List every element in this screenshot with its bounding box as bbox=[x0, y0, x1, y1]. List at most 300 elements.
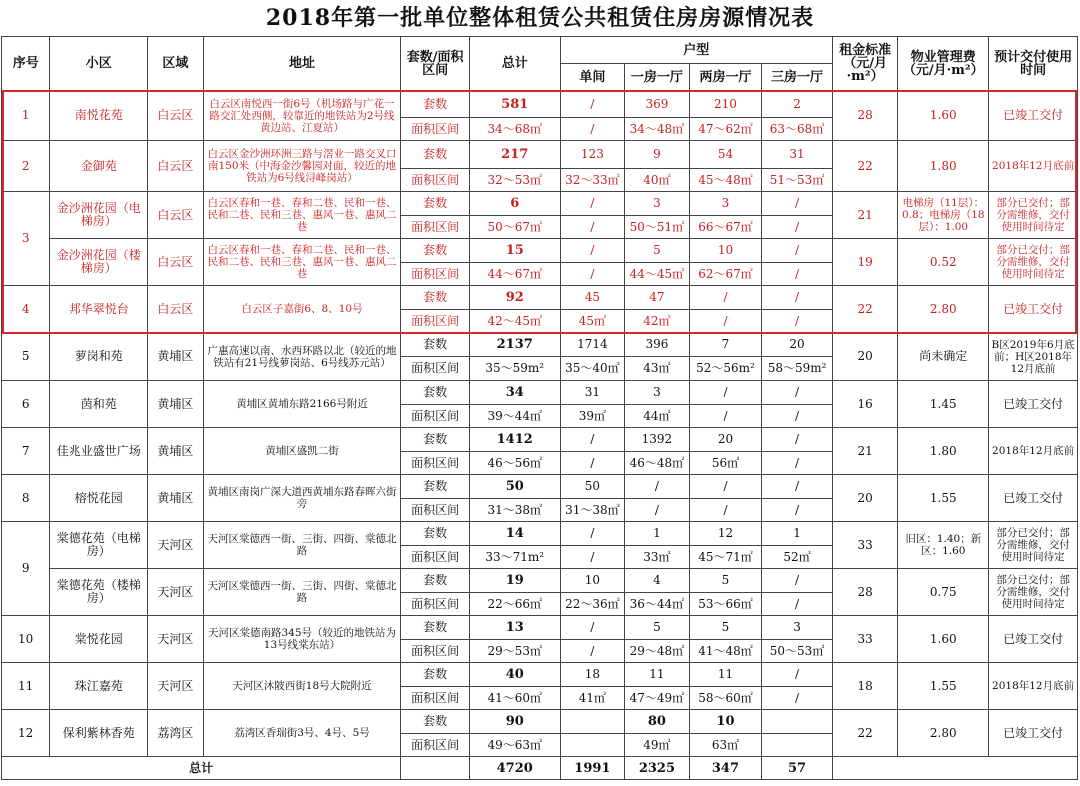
delivery-value: 部分已交付；部分需维修，交付使用时间待定 bbox=[989, 239, 1078, 286]
two-bed-value: 12 bbox=[689, 522, 762, 546]
header-seq: 序号 bbox=[2, 37, 50, 91]
single-value: / bbox=[560, 192, 625, 216]
total-value: 19 bbox=[469, 569, 560, 593]
unit-type-label: 套数 bbox=[401, 286, 470, 310]
three-bed-value: 52㎡ bbox=[762, 546, 833, 569]
total-value: 50～67㎡ bbox=[469, 216, 560, 239]
fee-value: 1.80 bbox=[898, 428, 989, 475]
one-bed-value: 44㎡ bbox=[625, 405, 690, 428]
header-total: 总计 bbox=[469, 37, 560, 91]
three-bed-value: 20 bbox=[762, 333, 833, 357]
table-row bbox=[2, 286, 1078, 310]
two-bed-value: 210 bbox=[689, 91, 762, 118]
three-bed-value: 3 bbox=[762, 616, 833, 640]
total-value: 22～66㎡ bbox=[469, 593, 560, 616]
summary-two-bed: 347 bbox=[689, 757, 762, 780]
unit-type-label: 面积区间 bbox=[401, 546, 470, 569]
estate-name: 邦华翠悦台 bbox=[50, 286, 148, 333]
address: 天河区沐陂西街18号大院附近 bbox=[203, 663, 401, 710]
table-row bbox=[2, 569, 1078, 593]
total-value: 34 bbox=[469, 381, 560, 405]
single-value: 10 bbox=[560, 569, 625, 593]
table-row bbox=[2, 616, 1078, 640]
row-seq: 8 bbox=[2, 475, 50, 522]
estate-name: 茵和苑 bbox=[50, 381, 148, 428]
total-value: 42～45㎡ bbox=[469, 310, 560, 333]
single-value: / bbox=[560, 91, 625, 118]
header-room-three-bed: 三房一厅 bbox=[762, 64, 833, 91]
estate-name: 金御苑 bbox=[50, 141, 148, 192]
one-bed-value: 3 bbox=[625, 192, 690, 216]
fee-value: 2.80 bbox=[898, 286, 989, 333]
header-rent: 租金标准（元/月·m²） bbox=[832, 37, 898, 91]
three-bed-value: / bbox=[762, 569, 833, 593]
two-bed-value: 45～71㎡ bbox=[689, 546, 762, 569]
three-bed-value: 2 bbox=[762, 91, 833, 118]
one-bed-value: 33㎡ bbox=[625, 546, 690, 569]
two-bed-value: 20 bbox=[689, 428, 762, 452]
district: 荔湾区 bbox=[148, 710, 203, 757]
table-row bbox=[2, 710, 1078, 734]
one-bed-value: 47～49㎡ bbox=[625, 687, 690, 710]
three-bed-value: 31 bbox=[762, 141, 833, 169]
rent-value: 22 bbox=[832, 710, 898, 757]
delivery-value: B区2019年6月底前；H区2018年12月底前 bbox=[989, 333, 1078, 381]
total-value: 14 bbox=[469, 522, 560, 546]
one-bed-value: 11 bbox=[625, 663, 690, 687]
rent-value: 22 bbox=[832, 286, 898, 333]
rent-value: 28 bbox=[832, 91, 898, 141]
total-value: 46～56㎡ bbox=[469, 452, 560, 475]
three-bed-value: / bbox=[762, 452, 833, 475]
district: 黄埔区 bbox=[148, 381, 203, 428]
one-bed-value: 1392 bbox=[625, 428, 690, 452]
two-bed-value: 45～48㎡ bbox=[689, 169, 762, 192]
two-bed-value: / bbox=[689, 310, 762, 333]
three-bed-value: / bbox=[762, 192, 833, 216]
table-row bbox=[2, 663, 1078, 687]
one-bed-value: / bbox=[625, 499, 690, 522]
rent-value: 20 bbox=[832, 475, 898, 522]
row-seq: 2 bbox=[2, 141, 50, 192]
three-bed-value bbox=[762, 734, 833, 757]
one-bed-value: 80 bbox=[625, 710, 690, 734]
estate-name: 棠德花苑（电梯房） bbox=[50, 522, 148, 569]
fee-value: 1.55 bbox=[898, 475, 989, 522]
estate-name: 萝岗和苑 bbox=[50, 333, 148, 381]
summary-blank bbox=[401, 757, 470, 780]
summary-label: 总计 bbox=[2, 757, 401, 780]
address: 黄埔区南岗广深大道西黄埔东路春晖六街旁 bbox=[203, 475, 401, 522]
header-room-two-bed: 两房一厅 bbox=[689, 64, 762, 91]
single-value: / bbox=[560, 616, 625, 640]
fee-value: 1.55 bbox=[898, 663, 989, 710]
total-value: 34～68㎡ bbox=[469, 118, 560, 141]
row-seq: 11 bbox=[2, 663, 50, 710]
fee-value: 0.52 bbox=[898, 239, 989, 286]
total-value: 29～53㎡ bbox=[469, 640, 560, 663]
fee-value: 0.75 bbox=[898, 569, 989, 616]
rent-value: 21 bbox=[832, 192, 898, 239]
rent-value: 19 bbox=[832, 239, 898, 286]
unit-type-label: 面积区间 bbox=[401, 734, 470, 757]
delivery-value: 部分已交付；部分需维修，交付使用时间待定 bbox=[989, 522, 1078, 569]
two-bed-value: / bbox=[689, 405, 762, 428]
single-value: 45 bbox=[560, 286, 625, 310]
single-value bbox=[560, 734, 625, 757]
rent-value: 33 bbox=[832, 522, 898, 569]
unit-type-label: 面积区间 bbox=[401, 118, 470, 141]
row-seq: 5 bbox=[2, 333, 50, 381]
total-value: 31～38㎡ bbox=[469, 499, 560, 522]
estate-name: 榕悦花园 bbox=[50, 475, 148, 522]
table-row bbox=[2, 428, 1078, 452]
unit-type-label: 面积区间 bbox=[401, 310, 470, 333]
unit-type-label: 套数 bbox=[401, 91, 470, 118]
three-bed-value: / bbox=[762, 405, 833, 428]
address: 广惠高速以南、水西环路以北（较近的地铁站有21号线萝岗站、6号线苏元站） bbox=[203, 333, 401, 381]
row-seq: 10 bbox=[2, 616, 50, 663]
unit-type-label: 面积区间 bbox=[401, 169, 470, 192]
fee-value: 尚未确定 bbox=[898, 333, 989, 381]
address: 荔湾区香瑞街3号、4号、5号 bbox=[203, 710, 401, 757]
total-value: 41～60㎡ bbox=[469, 687, 560, 710]
three-bed-value: 1 bbox=[762, 522, 833, 546]
estate-name: 珠江嘉苑 bbox=[50, 663, 148, 710]
one-bed-value: 47 bbox=[625, 286, 690, 310]
row-seq: 6 bbox=[2, 381, 50, 428]
three-bed-value: / bbox=[762, 216, 833, 239]
header-district: 区域 bbox=[148, 37, 203, 91]
one-bed-value: 40㎡ bbox=[625, 169, 690, 192]
address: 白云区春和一巷、春和二巷、民和一巷、民和二巷、民和三巷、惠风一巷、惠风二巷 bbox=[203, 239, 401, 286]
row-seq: 4 bbox=[2, 286, 50, 333]
single-value: / bbox=[560, 452, 625, 475]
two-bed-value: / bbox=[689, 286, 762, 310]
two-bed-value: 56㎡ bbox=[689, 452, 762, 475]
one-bed-value: 44～45㎡ bbox=[625, 263, 690, 286]
two-bed-value: 47～62㎡ bbox=[689, 118, 762, 141]
unit-type-label: 套数 bbox=[401, 239, 470, 263]
rent-value: 28 bbox=[832, 569, 898, 616]
one-bed-value: 1 bbox=[625, 522, 690, 546]
delivery-value: 部分已交付；部分需维修，交付使用时间待定 bbox=[989, 192, 1078, 239]
address: 白云区子嘉街6、8、10号 bbox=[203, 286, 401, 333]
housing-table bbox=[1, 36, 1078, 780]
summary-three-bed: 57 bbox=[762, 757, 833, 780]
unit-type-label: 面积区间 bbox=[401, 357, 470, 381]
header-unit-type: 套数/面积区间 bbox=[401, 37, 470, 91]
unit-type-label: 套数 bbox=[401, 192, 470, 216]
single-value: 35～40㎡ bbox=[560, 357, 625, 381]
total-value: 92 bbox=[469, 286, 560, 310]
unit-type-label: 面积区间 bbox=[401, 405, 470, 428]
district: 天河区 bbox=[148, 569, 203, 616]
unit-type-label: 套数 bbox=[401, 333, 470, 357]
three-bed-value: / bbox=[762, 381, 833, 405]
single-value: / bbox=[560, 263, 625, 286]
unit-type-label: 面积区间 bbox=[401, 593, 470, 616]
address: 白云区春和一巷、春和二巷、民和一巷、民和二巷、民和三巷、惠风一巷、惠风二巷 bbox=[203, 192, 401, 239]
header-room-single: 单间 bbox=[560, 64, 625, 91]
delivery-value: 2018年12月底前 bbox=[989, 663, 1078, 710]
two-bed-value: 7 bbox=[689, 333, 762, 357]
two-bed-value: 62～67㎡ bbox=[689, 263, 762, 286]
one-bed-value: 5 bbox=[625, 239, 690, 263]
rent-value: 20 bbox=[832, 333, 898, 381]
unit-type-label: 套数 bbox=[401, 616, 470, 640]
single-value: 31～38㎡ bbox=[560, 499, 625, 522]
table-row bbox=[2, 239, 1078, 263]
delivery-value: 2018年12月底前 bbox=[989, 428, 1078, 475]
three-bed-value: / bbox=[762, 499, 833, 522]
two-bed-value: / bbox=[689, 499, 762, 522]
header-address: 地址 bbox=[203, 37, 401, 91]
single-value: 41㎡ bbox=[560, 687, 625, 710]
two-bed-value: 41～48㎡ bbox=[689, 640, 762, 663]
estate-name: 保利紫林香苑 bbox=[50, 710, 148, 757]
header-delivery: 预计交付使用时间 bbox=[989, 37, 1078, 91]
unit-type-label: 面积区间 bbox=[401, 687, 470, 710]
row-seq: 7 bbox=[2, 428, 50, 475]
two-bed-value: 5 bbox=[689, 616, 762, 640]
three-bed-value: / bbox=[762, 593, 833, 616]
three-bed-value: / bbox=[762, 239, 833, 263]
unit-type-label: 套数 bbox=[401, 522, 470, 546]
table-row bbox=[2, 475, 1078, 499]
fee-value: 1.60 bbox=[898, 91, 989, 141]
single-value: 32～33㎡ bbox=[560, 169, 625, 192]
two-bed-value: / bbox=[689, 475, 762, 499]
delivery-value: 已竣工交付 bbox=[989, 91, 1078, 141]
estate-name: 棠德花苑（楼梯房） bbox=[50, 569, 148, 616]
unit-type-label: 套数 bbox=[401, 710, 470, 734]
unit-type-label: 套数 bbox=[401, 428, 470, 452]
single-value: / bbox=[560, 640, 625, 663]
total-value: 2137 bbox=[469, 333, 560, 357]
estate-name: 棠悦花园 bbox=[50, 616, 148, 663]
fee-value: 旧区：1.40；新区：1.60 bbox=[898, 522, 989, 569]
one-bed-value: 49㎡ bbox=[625, 734, 690, 757]
unit-type-label: 套数 bbox=[401, 663, 470, 687]
total-value: 40 bbox=[469, 663, 560, 687]
district: 白云区 bbox=[148, 141, 203, 192]
delivery-value: 部分已交付；部分需维修，交付使用时间待定 bbox=[989, 569, 1078, 616]
total-value: 32～53㎡ bbox=[469, 169, 560, 192]
row-seq: 1 bbox=[2, 91, 50, 141]
total-value: 90 bbox=[469, 710, 560, 734]
district: 白云区 bbox=[148, 192, 203, 239]
district: 白云区 bbox=[148, 286, 203, 333]
two-bed-value: 11 bbox=[689, 663, 762, 687]
table-row bbox=[2, 522, 1078, 546]
page-title: 2018年第一批单位整体租赁公共租赁住房房源情况表 bbox=[265, 5, 815, 31]
three-bed-value: / bbox=[762, 687, 833, 710]
estate-name: 佳兆业盛世广场 bbox=[50, 428, 148, 475]
header-fee: 物业管理费（元/月·m²） bbox=[898, 37, 989, 91]
delivery-value: 已竣工交付 bbox=[989, 286, 1078, 333]
table-row bbox=[2, 141, 1078, 169]
district: 天河区 bbox=[148, 616, 203, 663]
delivery-value: 已竣工交付 bbox=[989, 475, 1078, 522]
three-bed-value: / bbox=[762, 263, 833, 286]
delivery-value: 已竣工交付 bbox=[989, 616, 1078, 663]
one-bed-value: 396 bbox=[625, 333, 690, 357]
table-row bbox=[2, 91, 1078, 118]
address: 黄埔区黄埔东路2166号附近 bbox=[203, 381, 401, 428]
one-bed-value: 4 bbox=[625, 569, 690, 593]
district: 天河区 bbox=[148, 663, 203, 710]
three-bed-value: 58～59m² bbox=[762, 357, 833, 381]
one-bed-value: 29～48㎡ bbox=[625, 640, 690, 663]
total-value: 6 bbox=[469, 192, 560, 216]
three-bed-value: 50～53㎡ bbox=[762, 640, 833, 663]
fee-value: 1.80 bbox=[898, 141, 989, 192]
table-row bbox=[2, 333, 1078, 357]
table-row bbox=[2, 192, 1078, 216]
two-bed-value: 10 bbox=[689, 239, 762, 263]
delivery-value: 2018年12月底前 bbox=[989, 141, 1078, 192]
single-value: 31 bbox=[560, 381, 625, 405]
summary-single: 1991 bbox=[560, 757, 625, 780]
total-value: 15 bbox=[469, 239, 560, 263]
single-value bbox=[560, 710, 625, 734]
two-bed-value: 52～56m² bbox=[689, 357, 762, 381]
two-bed-value: 53～66㎡ bbox=[689, 593, 762, 616]
address: 天河区棠德南路345号（较近的地铁站为13号线棠东站） bbox=[203, 616, 401, 663]
address: 白云区南悦西一街6号（机场路与广花一路交汇处西侧，较靠近的地铁站为2号线黄边站、江夏站） bbox=[203, 91, 401, 141]
three-bed-value bbox=[762, 710, 833, 734]
rent-value: 18 bbox=[832, 663, 898, 710]
one-bed-value: 50～51㎡ bbox=[625, 216, 690, 239]
single-value: 45㎡ bbox=[560, 310, 625, 333]
summary-filler bbox=[832, 757, 1077, 780]
single-value: / bbox=[560, 428, 625, 452]
three-bed-value: / bbox=[762, 475, 833, 499]
district: 天河区 bbox=[148, 522, 203, 569]
single-value: 50 bbox=[560, 475, 625, 499]
fee-value: 1.45 bbox=[898, 381, 989, 428]
row-seq: 3 bbox=[2, 192, 50, 286]
three-bed-value: / bbox=[762, 428, 833, 452]
row-seq: 9 bbox=[2, 522, 50, 616]
unit-type-label: 套数 bbox=[401, 381, 470, 405]
one-bed-value: 3 bbox=[625, 381, 690, 405]
fee-value: 1.60 bbox=[898, 616, 989, 663]
district: 白云区 bbox=[148, 239, 203, 286]
total-value: 35～59m² bbox=[469, 357, 560, 381]
one-bed-value: 46～48㎡ bbox=[625, 452, 690, 475]
total-value: 581 bbox=[469, 91, 560, 118]
unit-type-label: 套数 bbox=[401, 475, 470, 499]
three-bed-value: / bbox=[762, 310, 833, 333]
unit-type-label: 套数 bbox=[401, 569, 470, 593]
three-bed-value: / bbox=[762, 663, 833, 687]
total-value: 1412 bbox=[469, 428, 560, 452]
total-value: 39～44㎡ bbox=[469, 405, 560, 428]
three-bed-value: / bbox=[762, 286, 833, 310]
district: 黄埔区 bbox=[148, 428, 203, 475]
two-bed-value: 58～60㎡ bbox=[689, 687, 762, 710]
rent-value: 22 bbox=[832, 141, 898, 192]
rent-value: 16 bbox=[832, 381, 898, 428]
two-bed-value: 54 bbox=[689, 141, 762, 169]
unit-type-label: 套数 bbox=[401, 141, 470, 169]
total-value: 50 bbox=[469, 475, 560, 499]
row-seq: 12 bbox=[2, 710, 50, 757]
single-value: 18 bbox=[560, 663, 625, 687]
one-bed-value: 36～44㎡ bbox=[625, 593, 690, 616]
district: 黄埔区 bbox=[148, 333, 203, 381]
one-bed-value: 5 bbox=[625, 616, 690, 640]
one-bed-value: / bbox=[625, 475, 690, 499]
header-estate: 小区 bbox=[50, 37, 148, 91]
address: 天河区棠德西一街、三街、四街、棠德北路 bbox=[203, 522, 401, 569]
total-value: 33～71m² bbox=[469, 546, 560, 569]
single-value: / bbox=[560, 216, 625, 239]
single-value: / bbox=[560, 546, 625, 569]
rent-value: 33 bbox=[832, 616, 898, 663]
total-value: 49～63㎡ bbox=[469, 734, 560, 757]
district: 黄埔区 bbox=[148, 475, 203, 522]
address: 天河区棠德西一街、三街、四街、棠德北路 bbox=[203, 569, 401, 616]
delivery-value: 已竣工交付 bbox=[989, 710, 1078, 757]
table-row bbox=[2, 381, 1078, 405]
table-body bbox=[2, 91, 1078, 757]
two-bed-value: 63㎡ bbox=[689, 734, 762, 757]
estate-name: 金沙洲花园（电梯房） bbox=[50, 192, 148, 239]
two-bed-value: / bbox=[689, 381, 762, 405]
single-value: 22～36㎡ bbox=[560, 593, 625, 616]
district: 白云区 bbox=[148, 91, 203, 141]
two-bed-value: 5 bbox=[689, 569, 762, 593]
total-value: 13 bbox=[469, 616, 560, 640]
fee-value: 2.80 bbox=[898, 710, 989, 757]
single-value: / bbox=[560, 239, 625, 263]
single-value: 1714 bbox=[560, 333, 625, 357]
fee-value: 电梯房（11层）：0.8；电梯房（18层）：1.00 bbox=[898, 192, 989, 239]
unit-type-label: 面积区间 bbox=[401, 640, 470, 663]
two-bed-value: 10 bbox=[689, 710, 762, 734]
single-value: / bbox=[560, 522, 625, 546]
one-bed-value: 43㎡ bbox=[625, 357, 690, 381]
total-value: 217 bbox=[469, 141, 560, 169]
address: 白云区金沙洲环洲三路与滘业一路交叉口南150米（中海金沙馨园对面，较近的地铁站为6号线浔峰岗站） bbox=[203, 141, 401, 192]
single-value: 39㎡ bbox=[560, 405, 625, 428]
three-bed-value: 63～68㎡ bbox=[762, 118, 833, 141]
summary-one-bed: 2325 bbox=[625, 757, 690, 780]
estate-name: 南悦花苑 bbox=[50, 91, 148, 141]
unit-type-label: 面积区间 bbox=[401, 263, 470, 286]
delivery-value: 已竣工交付 bbox=[989, 381, 1078, 428]
two-bed-value: 66～67㎡ bbox=[689, 216, 762, 239]
header-room-one-bed: 一房一厅 bbox=[625, 64, 690, 91]
three-bed-value: 51～53㎡ bbox=[762, 169, 833, 192]
header-room-type: 户型 bbox=[560, 37, 832, 64]
single-value: / bbox=[560, 118, 625, 141]
one-bed-value: 9 bbox=[625, 141, 690, 169]
single-value: 123 bbox=[560, 141, 625, 169]
unit-type-label: 面积区间 bbox=[401, 216, 470, 239]
summary-total: 4720 bbox=[469, 757, 560, 780]
total-value: 44～67㎡ bbox=[469, 263, 560, 286]
one-bed-value: 42㎡ bbox=[625, 310, 690, 333]
two-bed-value: 3 bbox=[689, 192, 762, 216]
rent-value: 21 bbox=[832, 428, 898, 475]
unit-type-label: 面积区间 bbox=[401, 499, 470, 522]
unit-type-label: 面积区间 bbox=[401, 452, 470, 475]
one-bed-value: 34～48㎡ bbox=[625, 118, 690, 141]
